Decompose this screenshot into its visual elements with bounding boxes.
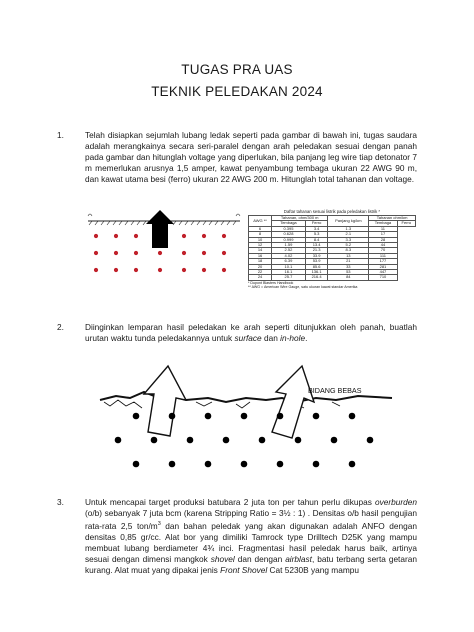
table-cell: 2.52 xyxy=(272,248,306,253)
table-cell: 84 xyxy=(328,275,369,280)
page-title-line1: TUGAS PRA UAS xyxy=(181,62,293,77)
table-cell: 33 xyxy=(328,264,369,269)
table-header: Tahanan ohm/km xyxy=(369,216,416,221)
question-3-number: 3. xyxy=(57,497,64,507)
table-cell: 33.9 xyxy=(305,253,328,258)
table-subheader: Ferro xyxy=(305,221,328,226)
page-title-line2: TEKNIK PELEDAKAN 2024 xyxy=(151,84,323,99)
table-cell: 21 xyxy=(328,259,369,264)
table-cell: 13 xyxy=(328,253,369,258)
table-cell: 6 xyxy=(249,226,272,231)
table-cell: 0.395 xyxy=(272,226,306,231)
table-cell: 53.9 xyxy=(305,259,328,264)
table-cell: 12 xyxy=(249,243,272,248)
table-header: AWG ** xyxy=(249,216,272,227)
table-subheader: Tembaga xyxy=(272,221,306,226)
table-cell: 0.628 xyxy=(272,232,306,237)
table-cell: 70 xyxy=(369,248,397,253)
table-cell: 2.1 xyxy=(328,232,369,237)
table-cell: 6.39 xyxy=(272,259,306,264)
table-cell: 16.1 xyxy=(272,270,306,275)
table-cell: 10 xyxy=(249,237,272,242)
figure-1-blasthole-pattern xyxy=(86,208,242,290)
table-caption: Daftar tahanan sesuai listrik pada peledakan listrik * xyxy=(283,209,381,214)
table-cell: 13.4 xyxy=(305,243,328,248)
table-row xyxy=(249,275,416,280)
free-face-label: BIDANG BEBAS xyxy=(308,386,362,395)
table-note: * Dupont Blasters Handbook xyxy=(248,280,294,285)
table-cell: 24 xyxy=(249,275,272,280)
table-cell: 0.999 xyxy=(272,237,306,242)
table-cell: 20 xyxy=(249,264,272,269)
table-cell: 136.1 xyxy=(305,270,328,275)
table-cell: 177 xyxy=(369,259,397,264)
table-cell: 8.4 xyxy=(305,237,328,242)
table-cell: 111 xyxy=(369,253,397,258)
table-cell: 281 xyxy=(369,264,397,269)
table-cell: 216.4 xyxy=(305,275,328,280)
table-header: Panjang kg/km xyxy=(328,216,369,227)
question-1-number: 1. xyxy=(57,130,64,140)
table-cell: 710 xyxy=(369,275,397,280)
table-cell: 4.02 xyxy=(272,253,306,258)
question-2-number: 2. xyxy=(57,322,64,332)
blast-direction-arrow-icon xyxy=(146,210,174,248)
table-cell: 10.1 xyxy=(272,264,306,269)
question-2-text: Diinginkan lemparan hasil peledakan ke arah seperti ditunjukkan oleh panah, buatlah urutan waktu tunda peledakannya untuk surface dan in-hole. xyxy=(85,322,417,344)
table-cell: 85.6 xyxy=(305,264,328,269)
question-3-text: Untuk mencapai target produksi batubara 2 juta ton per tahun perlu dikupas overburden (o/b) sebanyak 7 juta bcm (karena Stripping Ratio = 3½ : 1) . Densitas o/b hasil pengujian rata-rata 2,5 ton/$m^3$ dan bahan peledak yang akan digunakan adalah ANFO dengan densitas 0,85 gr/cc. Alat bor yang dimiliki Tamrock type Drilltech D25K yang mampu membuat lubang berdiameter 4¾ inci. Fragmentasi hasil peledak harus baik, artinya sesuai dengan dimensi mangkok shovel dan dengan airblast, batu terbang serta getaran kurang. Alat muat yang dipakai jenis Front Shovel Cat 5230B yang mampu xyxy=(85,497,417,576)
table-cell: 1.3 xyxy=(328,226,369,231)
throw-direction-arrow-left-icon xyxy=(144,366,186,436)
table-cell: 3.4 xyxy=(305,226,328,231)
table-subheader: Ferro xyxy=(397,221,415,226)
table-cell: 8 xyxy=(249,232,272,237)
table-cell: 8.3 xyxy=(328,248,369,253)
table-cell: 17 xyxy=(369,232,397,237)
table-cell: 44 xyxy=(369,243,397,248)
table-cell: 11 xyxy=(369,226,397,231)
table-cell: 53 xyxy=(328,270,369,275)
table-cell: 21.3 xyxy=(305,248,328,253)
resistance-table-grid xyxy=(248,215,416,281)
table-header: Tahanan, ohm/300 m xyxy=(272,216,328,221)
resistance-table xyxy=(248,209,416,291)
table-cell: 25.7 xyxy=(272,275,306,280)
table-cell: 447 xyxy=(369,270,397,275)
question-1-text: Telah disiapkan sejumlah lubang ledak seperti pada gambar di bawah ini, tugas saudara adalah merangkainya secara seri-paralel dengan arah peledakan sesuai dengan panah pada gambar dan hitunglah voltage yang diperlukan, bila panjang leg wire tiap detonator 7 m memerlukan arusnya 1,5 amper, kawat penyambung tembaga ukuran 22 AWG 90 m, dan kawat utama besi (ferro) ukuran 22 AWG 200 m. Hitunglah total tahanan dan voltage. xyxy=(85,130,417,185)
throw-direction-arrow-right-icon xyxy=(272,366,314,438)
table-note: ** AWG = American Wire Gauge, satu ukuran kawat standar Amerika xyxy=(248,285,358,290)
table-cell: 16 xyxy=(249,253,272,258)
table-cell: 1.59 xyxy=(272,243,306,248)
table-subheader: Tembaga xyxy=(369,221,397,226)
table-cell: 3.3 xyxy=(328,237,369,242)
table-cell: 28 xyxy=(369,237,397,242)
table-cell: 22 xyxy=(249,270,272,275)
table-cell: 5.2 xyxy=(328,243,369,248)
figure-2-blast-layout xyxy=(96,354,396,486)
table-cell: 14 xyxy=(249,248,272,253)
table-cell: 5.3 xyxy=(305,232,328,237)
table-cell: 18 xyxy=(249,259,272,264)
